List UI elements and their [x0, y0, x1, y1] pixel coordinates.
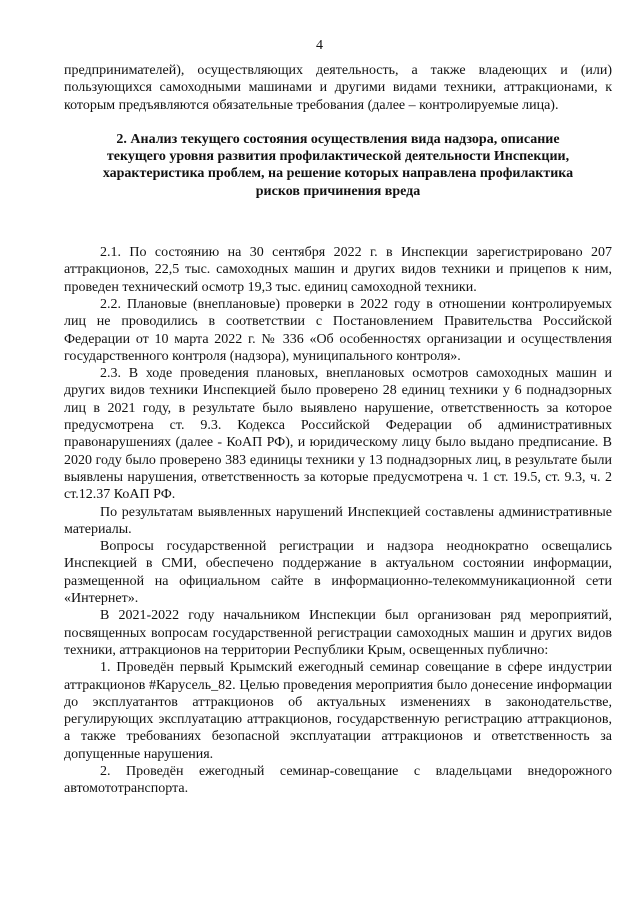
page-content	[64, 62, 612, 798]
paragraph-2-1: 2.1. По состоянию на 30 сентября 2022 г. в Инспекции зарегистрировано 207 аттракционов, 22,5 тыс. самоходных машин и других видов техники и прицепов к ним, проведен технический осмотр 19,3 тыс. единиц самоходной техники.	[64, 245, 612, 295]
paragraph-2-3: 2.3. В ходе проведения плановых, внеплановых осмотров самоходных машин и других видов техники Инспекцией было проверено 28 единиц техники у 6 поднадзорных лиц в 2021 году, в результате было выявлено нарушение, ответственность за которое предусмотрена ст. 9.3. Кодекса Российской Федерации об административных правонарушениях (далее - КоАП РФ), и юридическому лицу было выдано предписание. В 2020 году было проверено 383 единицы техники у 13 поднадзорных лиц, в результате были выявлены нарушения, ответственность за которые предусмотрена ч. 1 ст. 19.5, ст. 9.3, ч. 2 ст.12.37 КоАП РФ.	[64, 366, 612, 503]
paragraph-events: В 2021-2022 году начальником Инспекции был организован ряд мероприятий, посвященных вопросам государственной регистрации самоходных машин и других видов техники, аттракционов на территории Республики Крым, освещенных публично:	[64, 608, 612, 658]
paragraph-results: По результатам выявленных нарушений Инспекцией составлены административные материалы.	[64, 504, 612, 537]
list-item-1: 1. Проведён первый Крымский ежегодный семинар совещание в сфере индустрии аттракционов #Карусель_82. Целью проведения мероприятия было донесение информации до эксплуатантов аттракционов об актуальных изменениях в законодательстве, регулирующих эксплуатацию аттракционов, государственную регистрацию аттракционов, а также требованиях безопасной эксплуатации аттракционов и ответственность за допущенные нарушения.	[64, 660, 612, 762]
page-number: 4	[316, 38, 323, 53]
spacer	[64, 200, 612, 244]
heading-line-4: рисков причинения вреда	[255, 183, 421, 199]
list-item-2: 2. Проведён ежегодный семинар-совещание с владельцами внедорожного автомототранспорта.	[64, 763, 612, 797]
heading-line-3: характеристика проблем, на решение которых направлена профилактика	[102, 166, 574, 182]
heading-line-2: текущего уровня развития профилактической деятельности Инспекции,	[106, 149, 570, 165]
section-heading	[64, 131, 612, 200]
heading-line-1: 2. Анализ текущего состояния осуществления вида надзора, описание	[116, 131, 560, 147]
paragraph-2-2: 2.2. Плановые (внеплановые) проверки в 2022 году в отношении контролируемых лиц не проводились в соответствии с Постановлением Правительства Российской Федерации от 10 марта 2022 г. № 336 «Об особенностях организации и осуществления государственного контроля (надзора), муниципального контроля».	[64, 296, 612, 364]
paragraph-media: Вопросы государственной регистрации и надзора неоднократно освещались Инспекцией в СМИ, обеспечено поддержание в актуальном состоянии информации, размещенной на официальном сайте в информационно-телекоммуникационной сети «Интернет».	[64, 539, 612, 607]
paragraph-intro-continued: предпринимателей), осуществляющих деятельность, а также владеющих и (или) пользующихся самоходными машинами и другими видами техники, аттракционами, к которым предъявляются обязательные требования (далее – контролируемые лица).	[64, 63, 612, 113]
